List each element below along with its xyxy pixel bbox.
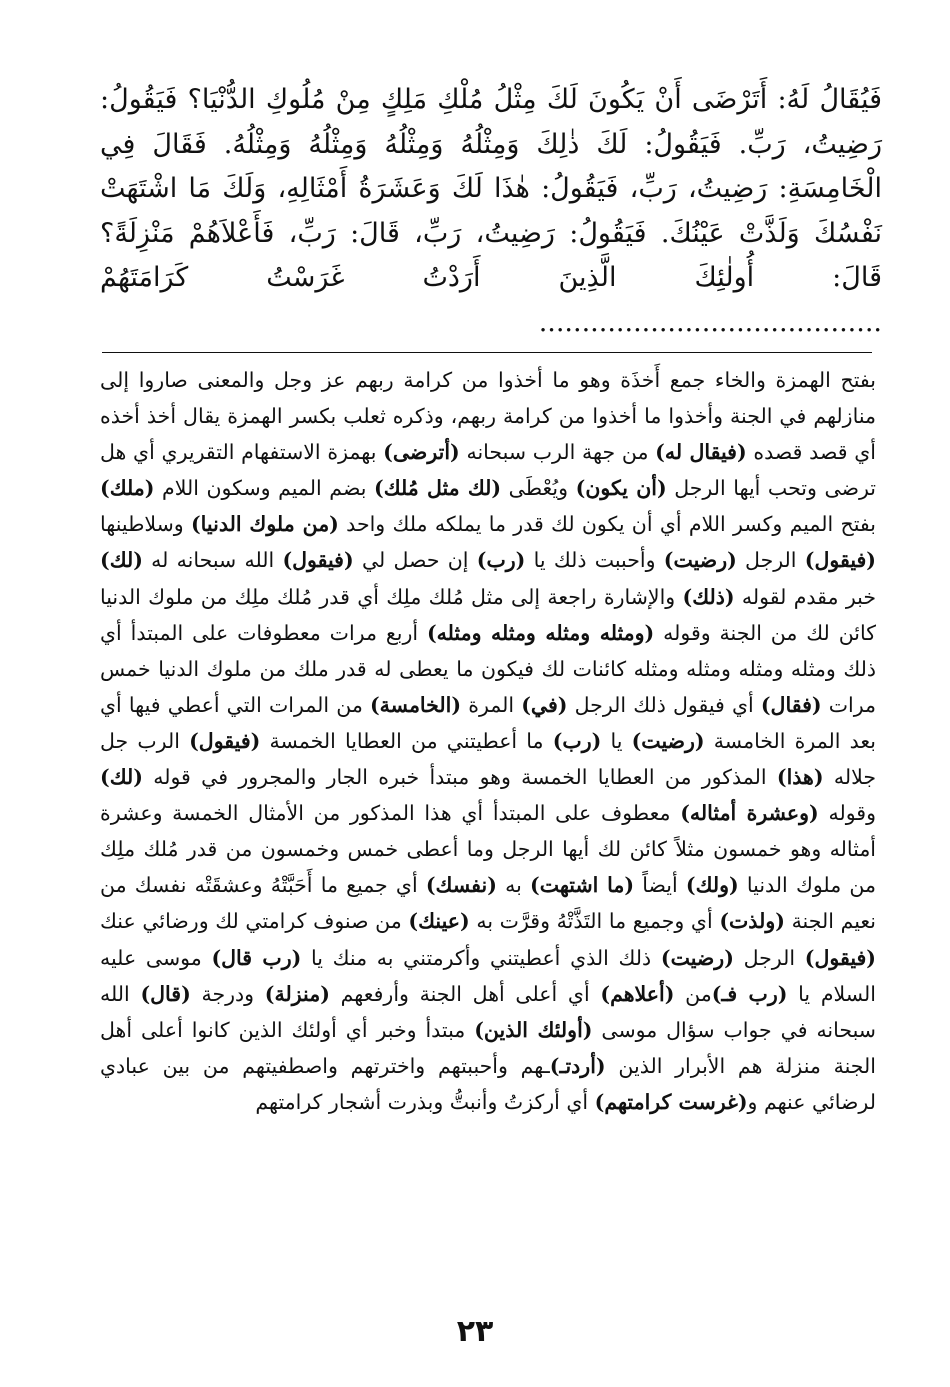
commentary-text-run: يا [601,728,632,753]
commentary-text-run: بفتح الهمزة والخاء جمع أَخذَة وهو ما أخذوا من كرامة ربهم عز وجل والمعنى صاروا إلى منازلهم في الجنة وأخذوا ما أخذوا من كرامة ربهم، وذكره ثعلب بكسر الهمزة يقال أخذ أخذه أي قصد قصده [100,368,876,465]
commentary-text-run: الرجل [733,945,805,970]
commentary-text-run: الله سبحانه في جواب سؤال موسى [100,981,876,1042]
commentary-keyword: (أردتـ) [549,1053,606,1078]
commentary-text-run: به [496,873,530,898]
commentary-text-run: بفتح الميم وكسر اللام أي أن يكون لك قدر ما يملكه ملك واحد [338,512,876,537]
commentary-keyword: (فيقول) [282,548,354,573]
commentary-keyword: (ملك) [100,476,155,501]
commentary-keyword: (في) [521,692,568,717]
commentary-keyword: (لك) [100,548,143,573]
commentary-text-run: الرب جل جلاله [100,728,876,790]
commentary-text-run: من جهة الرب سبحانه [459,440,656,465]
commentary-keyword: (فيقال له) [655,440,747,465]
commentary-keyword: (لك مثل مُلك) [374,476,502,501]
commentary-keyword: (ذلك) [682,584,735,609]
commentary-text-run: من [674,981,712,1006]
commentary-text-run: بضم الميم وسكون اللام [154,476,374,501]
hadith-text-block [100,78,882,345]
commentary-keyword: (رضيت) [660,945,734,970]
hadith-paragraph [100,78,882,345]
commentary-text-run: وقوله [818,801,876,826]
commentary-keyword: (فيقول) [189,728,261,753]
commentary-text-run: الله سبحانه له [142,548,283,573]
commentary-keyword: (قال) [140,981,191,1006]
commentary-keyword: (ولك) [685,873,739,898]
commentary-keyword: (أن يكون) [575,476,667,501]
commentary-keyword: (رب) [476,548,526,573]
commentary-keyword: (رضيت) [663,548,737,573]
commentary-keyword: (فيقول) [804,548,877,573]
commentary-keyword: (منزلة) [264,981,330,1006]
commentary-keyword: (ولذت) [719,909,785,934]
commentary-keyword: (أعلاهم) [600,981,675,1006]
commentary-text-run: ما أعطيتني من العطايا الخمسة [260,728,553,753]
commentary-text-run: ويُعْطَى [501,476,576,501]
commentary-text-run: معطوف على المبتدأ أي هذا المذكور من الأمثال الخمسة وعشرة أمثاله وهو خمسون مثلاً كائن لك أيها الرجل وما أعطى خمس وخمسون من قدر مُلك ملِك من ملوك الدنيا [100,801,876,898]
commentary-keyword: (وعشرة أمثاله) [680,801,819,826]
commentary-block [100,362,876,1120]
footnote-divider [102,352,872,353]
commentary-keyword: (هذا) [776,765,824,790]
commentary-text-run: أيضاً [634,873,686,898]
commentary-keyword: (رب) [552,728,602,753]
commentary-text-run: المرة [461,692,522,717]
commentary-paragraph [100,362,876,1120]
commentary-keyword: (ومثله ومثله ومثله ومثله) [426,620,655,645]
commentary-text-run: من صنوف كرامتي لك ورضائي عنك [100,909,409,934]
commentary-keyword: (رب قال) [211,945,302,970]
commentary-text-run: والإشارة راجعة إلى مثل مُلك ملِك أي قدر مُلك ملِك من ملوك الدنيا كائن لك من الجنة وقوله [100,584,877,645]
commentary-text-run: أي وجميع ما التَذَّتْهُ وقرَّت به [469,909,720,934]
commentary-keyword: (أترضى) [383,440,460,465]
commentary-keyword: (أولئك الذين) [474,1017,593,1042]
commentary-keyword: (لك) [100,765,143,790]
commentary-keyword: (الخامسة) [369,692,462,717]
commentary-keyword: (رضيت) [631,728,705,753]
commentary-keyword: (من ملوك الدنيا) [190,512,339,537]
commentary-text-run: وسلاطينها [100,512,191,537]
commentary-keyword: (نفسك) [425,873,497,898]
commentary-text-run: بهمزة الاستفهام التقريري أي هل ترضى وتحب أيها الرجل [100,440,876,501]
commentary-text-run: أي جميع ما أَحَبَّتْهُ وعشقَتْه نفسك من نعيم الجنة [100,873,876,934]
page-number: ٢٣ [456,1314,494,1349]
commentary-text-run: أي فيقول ذلك الرجل [567,692,761,717]
commentary-text-run: ذلك الذي أعطيتني وأكرمتني به منك يا [301,945,661,970]
commentary-text-run: إن حصل لي [353,548,477,573]
commentary-keyword: (غرست كرامتهم) [594,1089,748,1114]
commentary-text-run: ودرجة [190,981,265,1006]
commentary-keyword: (ما اشتهت) [530,873,635,898]
commentary-text-run: خبر مقدم لقوله [734,584,876,609]
commentary-text-run: أربع مرات معطوفات على المبتدأ أي ذلك ومثله ومثله ومثله ومثله كائنات لك فيكون ما يعطى له قدر ملك من ملوك الدنيا خمس مرات [100,620,877,717]
commentary-text-run: موسى عليه السلام يا [100,945,876,1006]
commentary-text-run: أي أركزتُ وأنبتُّ وبذرت أشجار كرامتهم [255,1089,595,1114]
commentary-text-run: ـهم وأحببتهم واخترتهم واصطفيتهم من بين عبادي لرضائي عنهم و [100,1053,876,1114]
commentary-text-run: أي أعلى أهل الجنة وأرفعهم [329,981,601,1006]
commentary-text-run: وأحببت ذلك يا [525,548,664,573]
commentary-keyword: (فيقول) [804,945,877,970]
hadith-continuation-dots: ........................................ [538,306,882,338]
commentary-text-run: المذكور من العطايا الخمسة وهو مبتدأ خبره الجار والمجرور في قوله [142,765,777,790]
hadith-text: فَيُقَالُ لَهُ: أَتَرْضَى أَنْ يَكُونَ لَكَ مِثْلُ مُلْكِ مَلِكٍ مِنْ مُلُوكِ الدُّنْيَا؟ فَيَقُولُ: رَضِيتُ، رَبِّ. فَيَقُولُ: لَكَ ذٰلِكَ وَمِثْلُهُ وَمِثْلُهُ وَمِثْلُهُ وَمِثْلُهُ. فَقَالَ فِي الْخَامِسَةِ: رَضِيتُ، رَبِّ، فَيَقُولُ: هٰذَا لَكَ وَعَشَرَةُ أَمْثَالِهِ، وَلَكَ مَا اشْتَهَتْ نَفْسُكَ وَلَذَّتْ عَيْنُكَ. فَيَقُولُ: رَضِيتُ، رَبِّ، قَالَ: رَبِّ، فَأَعْلاَهُمْ مَنْزِلَةً؟ قَالَ: أُولٰئِكَ الَّذِينَ أَرَدْتُ غَرَسْتُ كَرَامَتَهُمْ [100,84,882,293]
commentary-text-run: الرجل [736,548,805,573]
commentary-keyword: (رب فـ) [711,981,788,1006]
commentary-keyword: (عينك) [408,909,470,934]
commentary-keyword: (فقال) [760,692,822,717]
commentary-text-run: من المرات التي أعطي فيها أي بعد المرة الخامسة [100,692,877,753]
commentary-text-run: مبتدأ وخبر أي أولئك الذين كانوا أعلى أهل الجنة منزلة هم الأبرار الذين [100,1017,876,1078]
